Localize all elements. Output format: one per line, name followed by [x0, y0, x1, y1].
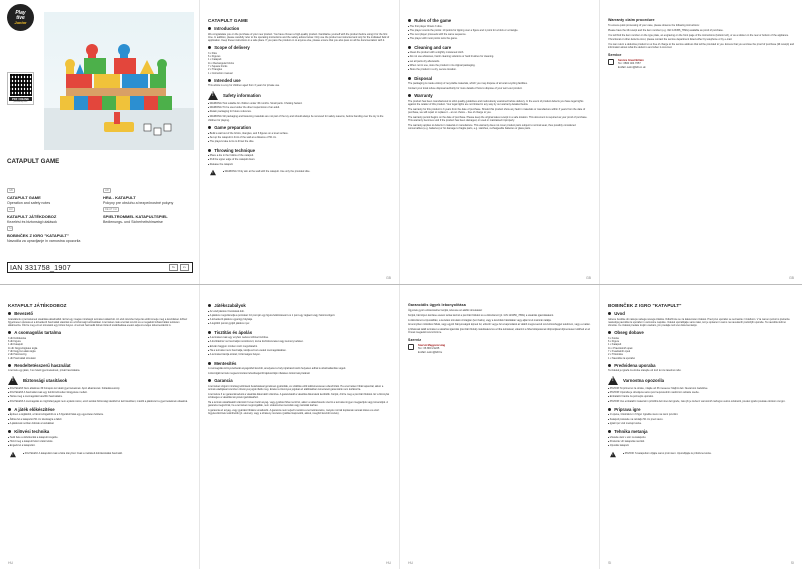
cleaning-item: ■ Do not use abrasives, harsh cleaning solutions or hard brushes for cleaning. [408, 55, 591, 59]
throw-item: ■ Engedd el a katapultot. [8, 444, 191, 448]
prep-item: ■ Építsen a téglákból, a háromszögekből és a 6 figurából falat egy egyenletes felületre. [8, 413, 191, 417]
cover-title: CATAPULT GAME [7, 158, 60, 165]
section-heading: A csomagolás tartalma [8, 330, 191, 335]
safety-item: ■ FIGYELEM! Nem alkalmas 36 hónapos kor alatti gyermekeknek. Apró alkatrészek. Fulladásveszély. [8, 387, 191, 391]
section-heading: Tehnika metanja [608, 429, 794, 434]
rules-item: ■ A következő játékos ugyanígy folytatja. [208, 318, 391, 322]
cleaning-item: ■ Ha a terméket nem használja, tárolja azt az eredeti csomagolásában. [208, 349, 391, 353]
warning-icon: ! [608, 376, 618, 385]
delivery-item: 2 db Háromszög [8, 353, 27, 357]
delivery-item: 6 x Figures [208, 55, 221, 59]
pdf-online-url: parkside-diy.com [13, 101, 28, 103]
warning-icon: ! [208, 91, 218, 100]
claim-heading: Garanciális ügyek lebonyolítása [408, 303, 466, 307]
claim-text: Ügyének gyors elintézéséhez kérjük, kövesse az alábbi útmutatást: [408, 309, 483, 312]
delivery-item: 1 db Használati útmutató [8, 356, 36, 360]
rules-item: ■ Az első játékos 3 kockával dob. [208, 310, 391, 314]
delivery-item: 6 db Figura [8, 340, 21, 344]
bullet-icon [608, 331, 611, 334]
bullet-icon [8, 364, 11, 367]
service-phone[interactable]: Tel.: 0800 404 7657 [618, 62, 641, 66]
warranty-text: A terméket szigorú minőségi előírások betartásával gondosan gyártották, és szállítás előtt lelkiismeretesen ellenőrizték. Ha a terméken hibát tapasztal, akkor a termék eladójával szemben törvényes jogok illetik meg. Ezeket a törvényes jogokat az alábbiakban ismertetett garanciánk nem korlátozza. [208, 384, 384, 392]
flag-label: SI [9, 227, 12, 230]
section-heading: Játékszabályok [208, 303, 391, 308]
safety-heading: ! Varnostna opozorila [608, 376, 794, 385]
section-heading: Obseg dobave [608, 330, 794, 335]
safety-item: ■ WARNING! Not suitable for children under 36 months. Small parts. Choking hazard. [208, 102, 391, 106]
intro-text: We congratulate you on the purchase of your new product. You have chosen a high-quality product. Familiarise yourself with the product before using it for the first time. In addition, please carefully refer to the operating instructions and the safety advice below. Only use the product as instructed and only for the indicated field of application. Keep these instructions in a safe place. If you pass the product on to anyone else, please ensure that you also pass on all the documentation with it. [208, 32, 390, 43]
claim-text: To ensure quick processing of your case, please observe the following instructions: [608, 24, 700, 27]
rules-item: ■ The player counts the points: 10 points for tipping over a figure and 1 point for a brick or a triangle. [408, 29, 591, 33]
service-name: Service Great Britain [618, 58, 644, 62]
throw-warning: ! ■ WARNING! Only aim at the wall with the catapult. Use only the provided dice. [208, 168, 391, 177]
prep-item: ■ Katapult postavite na razdaljo 50 cm pred steno. [608, 418, 794, 422]
language-subtitle: Navodila za upravljanje in varnostna opozorila [7, 238, 81, 243]
section-heading: Introduction [208, 26, 391, 31]
section-heading: Priprava igre [608, 407, 794, 412]
section-heading: Throwing technique [208, 148, 391, 153]
page-header: BOBINČEK Z IGRO "KATAPULT" [608, 303, 682, 308]
bullet-icon [8, 331, 11, 334]
page-number: GB [585, 276, 591, 280]
product-photo [44, 12, 194, 150]
cleaning-item: ■ A terméket tárolja száraz, biztonságos helyen. [208, 353, 391, 357]
logo-text-junior: Junior [14, 19, 27, 25]
claim-text: Kérjük, bármilyen kérdése esetén tartsa kéznél a pénztári blokkot és a cikkszámot (pl. IAN 123456_789G) a vásárlás igazolásaként. [408, 313, 554, 317]
service-email[interactable]: E-Mail: owim@lidl.co.uk [618, 65, 646, 69]
section-heading: Tisztítás és ápolás [208, 330, 391, 335]
bullet-icon [208, 379, 211, 382]
throw-warning: ! ■ FIGYELEM: A katapultot csak a falra irányítsd. Csak a mellékelt dobókockákat használd. [8, 450, 191, 459]
hu-page-3 [400, 285, 600, 569]
safety-item: ■ POZOR! Uporaba je dovoljena samo pod neposrednim nadzorom odrasle osebe. [608, 391, 794, 395]
language-entry-si [7, 216, 99, 243]
bullet-icon [608, 430, 611, 433]
prep-item: ■ Iz opeke, trikotnikov in 6 figur zgradite steno na ravni površini. [608, 413, 794, 417]
delivery-item: 3 db Dobókocka [8, 336, 27, 340]
section-heading: Intended use [208, 78, 391, 83]
safety-heading: ! Biztonsági utasítások [8, 376, 191, 385]
intro-text: Iskrene čestitke ob nakupu vašega novega izdelka. Odločili ste se za kakovosten izdelek. Pred prvo uporabo se seznanite z izdelkom. V ta namen pozorno preberite naslednja navodila za uporabo in varnostne napotke. Izdelek uporabljajte samo tako, kot je opisano in samo na navedenih področjih uporabe. Ta navodila skrbno shranite. Če izdelek predate tretjim osebam, jim predajte tudi vso dokumentacijo. [608, 317, 790, 328]
delivery-item: 1 x Katapult [608, 343, 622, 347]
warning-icon: ! [10, 452, 16, 457]
warranty-text: A termékre 3 év garanciát adunk a vásárlás dátumától számítva. A garanciaidő a vásárlás dátumával kezdődik. Kérjük, őrizze meg a pénztári blokkot. Ez a bizonylat szükséges a vásárlás tényének igazolásához. [208, 392, 390, 400]
delivery-item: 2 x Triangles [208, 68, 223, 72]
section-heading: Warranty [408, 93, 591, 98]
language-title: BOBINČEK Z IGRO "KATAPULT" [7, 233, 69, 238]
cleaning-item: ■ Let all parts dry afterwards. [408, 60, 591, 64]
page-header: KATAPULT JÁTÉKDOBOZ [8, 303, 67, 308]
age-badges [169, 264, 189, 271]
bullet-icon [208, 79, 211, 82]
cleaning-item: ■ When not in use, store the product in its original packaging. [408, 64, 591, 68]
warranty-text: Ha a termék vásárlásától számított 3 éven belül anyag- vagy gyártási hiba merül fel, akkor a választásunk szerint a terméket ingyen megjavítjuk vagy kicseréljük. A garancia megszűnik, ha a terméket megrongálták, nem szakszerűen kezelték vagy tartották karban. [208, 400, 388, 408]
section-heading: Uvod [608, 311, 794, 316]
service-phone[interactable]: Tel.: 06 800 21225 [418, 347, 440, 351]
section-heading: Bevezető [8, 311, 191, 316]
warning-icon: ! [210, 170, 216, 175]
language-title: HRA - KATAPULT [103, 195, 136, 200]
delivery-item: 2 x Trikotnika [608, 353, 623, 357]
prep-item: ■ Set up the catapult in front of the wall at a distance of 50 cm. [208, 136, 391, 140]
rules-item: ■ A játékos megszámolja a pontokat: 10 pont jár egy figura feldöntéséért és 1 pont egy téglaért vagy háromszögért. [208, 314, 391, 318]
delivery-item: 1 db Katapult [8, 343, 23, 347]
claim-heading: Warranty claim procedure [608, 18, 655, 22]
language-subtitle: Pokyny pre obsluhu a bezpečnostné pokyny [103, 200, 174, 205]
bullet-icon [608, 312, 611, 315]
warranty-text: The product has been manufactured to strict quality guidelines and meticulously examined before delivery. In the event of product defects you have legal rights against the retailer of this product. Your legal rights are not limited in any way by our warranty detailed below. [408, 99, 584, 107]
bullet-icon [208, 362, 211, 365]
section-heading: Disposal [408, 76, 591, 81]
page-number: HU [408, 561, 414, 565]
bullet-icon [408, 77, 411, 80]
safety-item: ■ Embalažo hranite za poznejšo uporabo. [608, 395, 794, 399]
qr-code-icon [10, 74, 32, 96]
safety-item: ■ Tartsa meg a csomagolást későbbi használatra. [8, 395, 191, 399]
language-subtitle: Operation and safety notes [7, 200, 51, 205]
delivery-item: 1 x Instruction manual [208, 71, 233, 75]
claim-text: A cikkszámot a típustáblán, a kezelési útmutató címlapján (lent balra), vagy a készülék hátoldalán vagy alján lévő matricán találja. [408, 318, 552, 322]
intended-use-text: This article is a toy for children aged from 3 years for private use. [208, 84, 280, 88]
language-title: KATAPULT JÁTÉKDOBOZ [7, 214, 57, 219]
intended-use-text: A termék egy játék, 3 év feletti gyermekeknek, privát használatra. [8, 369, 81, 373]
bullet-icon [8, 430, 11, 433]
throw-item: ■ Húzd meg a katapult felső szélét lefelé. [8, 440, 191, 444]
prep-item: ■ Állítsa fel a katapultot 50 cm távolságra a faltól. [8, 418, 191, 422]
cover-page [0, 0, 200, 284]
throw-item: ■ Release the catapult. [208, 163, 391, 167]
delivery-item: 3 x Dice [208, 51, 218, 55]
flag-label: DE AT CH [105, 208, 117, 211]
warranty-text: The warranty applies to defects in material or manufacture. This warranty does not cover product parts subject to normal wear, thus possibly considered consumables (e.g. batteries) or for damage to fragile parts, e.g. switches, rechargeable batteries or glass parts. [408, 124, 576, 131]
section-heading: Rules of the game [408, 18, 591, 23]
bullet-icon [408, 19, 411, 22]
playtive-logo [7, 4, 34, 31]
section-heading: Predvidena uporaba [608, 363, 794, 368]
pdf-online-label: PDF ONLINE [9, 97, 32, 101]
service-contact [408, 344, 591, 354]
warranty-text: A garancia az anyag- vagy gyártási hibákra vonatkozik. A garancia nem terjed ki azokra a termékrészekre, melyek normál kopásnak vannak kitéve és ezért fogyóeszköznek tekinthetők (pl. elemek), vagy a törékeny részekre (például kapcsolók, akkuk, üvegből készült részek). [208, 409, 380, 416]
language-title: CATAPULT GAME [7, 195, 41, 200]
language-subtitle: Kezelési és biztonsági utalások [7, 219, 57, 224]
cleaning-item: ■ Ezután hagyjon minden részt megszáradni. [208, 345, 391, 349]
throw-warning: ! ■ POZOR: S katapultom ciljajte samo proti steni. Uporabljajte le priložene kocke. [608, 450, 794, 459]
cleaning-item: ■ A terméket csak egy enyhén nedves törlővel tisztítsa. [208, 336, 391, 340]
throw-item: ■ Izpustite katapult. [608, 444, 794, 448]
section-heading: Rendeltetésszerű használat [8, 363, 191, 368]
bullet-icon [608, 408, 611, 411]
hu-page-2 [200, 285, 400, 569]
page-number: SI [790, 561, 794, 565]
service-contact [608, 59, 794, 69]
section-heading: Scope of delivery [208, 45, 391, 50]
prep-item: ■ A játékosok sorban dobnak a kockákkal. [8, 422, 191, 426]
warning-icon: ! [8, 376, 18, 385]
service-heading: Szerviz [408, 337, 422, 342]
disposal-text: Contact your local refuse disposal authority for more details of how to dispose of your worn-out product. [408, 86, 523, 90]
flag-label: HU [9, 208, 13, 211]
throw-item: ■ Povlecite vrh katapulta navzdol. [608, 440, 794, 444]
english-sheet [0, 0, 802, 284]
language-subtitle: Bedienungs- und Sicherheitshinweise [103, 219, 163, 224]
language-title: SPIELTROMMEL KATAPULTSPIEL [103, 214, 168, 219]
en-page-2 [400, 0, 600, 284]
page-number: HU [8, 561, 14, 565]
bullet-icon [208, 331, 211, 334]
intended-use-text: Ta izdelek je igrača za otroke starejše od treh let za zasebno rabo. [608, 369, 682, 373]
delivery-item: 11 db Négyszögletes tégla [8, 346, 38, 350]
rules-item: ■ The player with most points wins the game. [408, 37, 591, 41]
claim-text: If functional or other defects occur, please contact the service department listed either by telephone or by e-mail. [608, 38, 733, 42]
safety-item: ■ WARNING! All packaging and fastening materials are not part of the toy and should always be removed for safety reasons, before handing over the toy to the children for playing. [208, 115, 391, 123]
age-badge: 2+ [180, 264, 189, 271]
age-badge: 8+ [169, 264, 178, 271]
safety-item: ■ POZOR! Ni primerno za otroke, mlajše od 36 mesecev. Majhni deli. Nevarnost zadušitve. [608, 387, 794, 391]
section-heading: Garancia [208, 378, 391, 383]
page-number: SI [608, 561, 612, 565]
bullet-icon [208, 149, 211, 152]
disposal-text: A kiszolgált termék megsemmisítési lehetőségeiről tájékozódjon illetékes önkormányzatánál. [208, 371, 311, 375]
rules-item: ■ A legtöbb pontot gyűjtő játékos nyer. [208, 322, 391, 326]
safety-item: ■ POZOR! Ves embalažni material in pritrdilni deli niso del igrače, zato jih je treba iz varnostnih razlogov vedno odstraniti, preden igračo predate otrokom za igro. [608, 400, 794, 404]
delivery-item: 11 x Pravokotnih opek [608, 346, 633, 350]
delivery-item: 1 x Catapult [208, 58, 222, 62]
bullet-icon [8, 312, 11, 315]
delivery-item: 7 x Kvadratnih opek [608, 350, 631, 354]
throw-item: ■ Vstavite delo v utor na katapultu. [608, 436, 794, 440]
flag-label: HR [105, 189, 109, 192]
warranty-text: The warranty period begins on the date of purchase. Please keep the original sales receipt in a safe location. This document is required as your proof of purchase. This warranty becomes void if the product has been damaged, or used or maintained improperly. [408, 115, 588, 123]
throw-item: ■ Place a die in the hollow of the catapult. [208, 154, 391, 158]
claim-text: Please have the till receipt and the item number (e.g. IAN 123456_789G) available as proof of purchase. [608, 28, 724, 32]
throw-item: ■ Pull the upper edge of the catapult down. [208, 158, 391, 162]
service-email[interactable]: E-Mail: owim@lidl.hu [418, 350, 443, 354]
section-heading: Kilövési technika [8, 429, 191, 434]
ian-number: IAN 331758_1907 [10, 263, 71, 272]
throw-item: ■ Tedd bele a dobókockát a katapult üregébe. [8, 436, 191, 440]
page-number: GB [788, 276, 794, 280]
en-page-3 [600, 0, 802, 284]
intro-text: Gratulálunk új termékének vásárlása alkalmából. Ezzel egy magas minőségű terméket választott. Az első üzembe helyezés előtt ismerje meg a készüléket. Ehhez figyelmesen olvassa el a következő használati utasítást és a biztonsági tudnivalókat. A terméket csak a leírtak szerint és a megadott felhasználási területen alkalmazza. Őrizze meg ezt az útmutatót egy biztos helyen. A termék harmadik félnek történő továbbadása esetén adja át a teljes dokumentációt is. [8, 317, 188, 328]
logo-text-play: Play [15, 9, 26, 16]
section-heading: Game preparation [208, 125, 391, 130]
safety-item: ■ WARNING! To be used under the direct supervision of an adult. [208, 106, 391, 110]
en-page-1 [200, 0, 400, 284]
bullet-icon [208, 126, 211, 129]
delivery-item: 7 db Négyzet alakú tégla [8, 350, 36, 354]
disposal-text: A csomagolás környezetbarát anyagokból készült, amelyeket a helyi újrahasznosító helyeken adhat le ártalmatlanítás végett. [208, 367, 346, 371]
bullet-icon [408, 94, 411, 97]
claim-text: You can return a defective product to us free of charge to the service address that will be provided to you. Ensure that you enclose the proof of purchase (till receipt) and information about what the defect is and when it occurred. [608, 43, 794, 50]
bullet-icon [208, 27, 211, 30]
claim-text: Amennyiben működési hibák, vagy egyéb hiányosságok lépnek fel, először vegye fel a kapcsolatot az alább megnevezett szervizrészleggel telefonon, vagy e-mailen. [408, 323, 591, 327]
delivery-item: 3 x Kocke [608, 336, 619, 340]
cleaning-item: ■ Clean the product with a slightly moistened cloth. [408, 51, 591, 55]
service-icon [608, 59, 614, 65]
language-entry-de [103, 197, 195, 224]
disposal-text: The packaging is made entirely of recyclable materials, which you may dispose of at local recycling facilities. [408, 82, 528, 86]
prep-item: ■ Build a wall out of the bricks, triangles, and 6 figures on a level surface. [208, 132, 391, 136]
section-heading: A játék előkészítése [8, 407, 191, 412]
warranty-text: The warranty for this product is 3 years from the date of purchase. Should this product show any fault in materials or manufacture within 3 years from the date of purchase, we will repair or replace it – at our choice – free of charge to you. [408, 107, 586, 115]
delivery-item: 6 x Figure [608, 340, 620, 344]
bullet-icon [8, 408, 11, 411]
hungarian-slovenian-sheet [0, 285, 802, 569]
service-heading: Service [608, 52, 622, 57]
safety-item: ■ FIGYELEM! A csomagolás és rögzítőanyagok nem a játék részei, ezért azokat biztonsági okokból el kell távolítani, mielőtt a játékszert a gyermekeknek odaadná. [8, 400, 191, 404]
claim-text: You will find the item number on the type plate, an engraving on the front page of the instructions (bottom left), or as a sticker on the rear or bottom of the appliance. [608, 33, 789, 37]
delivery-item: 11 x Rectangular bricks [208, 61, 234, 65]
bullet-icon [208, 46, 211, 49]
hu-page-1 [0, 285, 200, 569]
page-number: HU [385, 561, 391, 565]
safety-heading: ! Safety information [208, 91, 391, 100]
service-name: Szerviz Magyarország [418, 343, 446, 347]
delivery-item: 1 x Navodila za uporabo [608, 356, 635, 360]
service-icon [408, 344, 414, 350]
pdf-online-box[interactable] [7, 72, 34, 105]
page-header: CATAPULT GAME [208, 18, 249, 23]
section-heading: Cleaning and care [408, 45, 591, 50]
warning-icon: ! [610, 452, 616, 457]
cleaning-item: ■ Store the product in a dry, secure location. [408, 68, 591, 72]
safety-item: ■ FIGYELEM! A használat csak egy felnőtt közvetlen felügyelete mellett. [8, 391, 191, 395]
page-number: GB [385, 276, 391, 280]
prep-item: ■ Igralci po vrsti mečejo kocke. [608, 422, 794, 426]
section-heading: Mentesítés [208, 361, 391, 366]
bullet-icon [208, 304, 211, 307]
claim-text: A hibásnak talált terméket a vásárlási igazolás (pénztári blokk) csatolásával és a hiba leírásával, valamint a hiba fellépésének időpontjával díjmentesen küldheti el az Önnek megadott szervizcímre. [408, 328, 591, 335]
bullet-icon [408, 46, 411, 49]
prep-item: ■ The players take turns to throw the dice. [208, 140, 391, 144]
delivery-item: 7 x Square bricks [208, 65, 228, 69]
rules-item: ■ The first player throws 3 dice. [408, 25, 591, 29]
si-page-1 [600, 285, 802, 569]
cleaning-item: ■ A tisztításhoz ne használjon súrolószert, durva tisztítószereket vagy kemény keféket. [208, 340, 391, 344]
logo-text-tive: tive [16, 14, 25, 21]
bullet-icon [608, 364, 611, 367]
rules-item: ■ The next player proceeds with the same sequence. [408, 33, 591, 37]
flag-label: GB [9, 189, 13, 192]
safety-item: ■ Retain packaging for future reference. [208, 110, 391, 114]
